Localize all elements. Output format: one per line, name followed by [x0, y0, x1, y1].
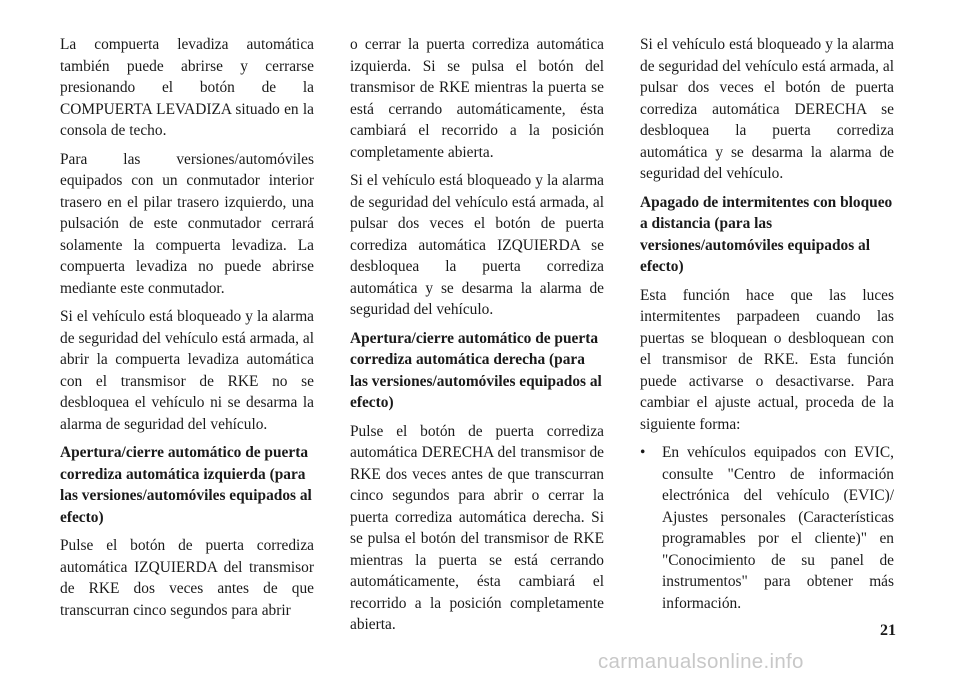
bullet-list [640, 442, 894, 614]
bullet-item [640, 442, 894, 614]
paragraph: Pulse el botón de puerta corrediza automática DERECHA del transmisor de RKE dos veces antes de que transcurran cinco segundos para abrir o cerrar la puerta corrediza automática derecha. Si se pulsa el botón del transmisor de RKE mientras la puerta se está cerrando automáticamente, ésta cambiará el recorrido a la posición completamente abierta. [350, 422, 604, 633]
paragraph: Para las versiones/automóviles equipados con un conmutador interior trasero en el pilar trasero izquierdo, una pulsación de este conmutador cerrará solamente la compuerta levadiza. La compuerta levadiza no puede abrirse mediante este conmutador. [60, 150, 314, 297]
watermark: carmanualsonline.info [598, 650, 804, 673]
bullet-icon: • [640, 444, 646, 461]
page-number: 21 [880, 622, 896, 639]
paragraph: Si el vehículo está bloqueado y la alarma de seguridad del vehículo está armada, al pulsar dos veces el botón de puerta corrediza automática DERECHA se desbloquea la puerta corrediza automática y se desarma la alarma de seguridad del vehículo. [640, 36, 894, 182]
paragraph: Si el vehículo está bloqueado y la alarma de seguridad del vehículo está armada, al pulsar dos veces el botón de puerta corrediza automática IZQUIERDA se desbloquea la puerta corrediza automática y se desarma la alarma de seguridad del vehículo. [350, 172, 604, 318]
paragraph: La compuerta levadiza automática también puede abrirse y cerrarse presionando el botón de la COMPUERTA LEVADIZA situado en la consola de techo. [60, 36, 314, 139]
paragraph: Pulse el botón de puerta corrediza automática IZQUIERDA del transmisor de RKE dos veces antes de que transcurran cinco segundos para abrir [60, 537, 314, 619]
text-column-3 [640, 34, 894, 614]
text-column-1 [60, 34, 314, 628]
text-column-2 [350, 34, 604, 643]
paragraph: o cerrar la puerta corrediza automática izquierda. Si se pulsa el botón del transmisor de RKE mientras la puerta se está cerrando automáticamente, ésta cambiará el recorrido a la posición completamente abierta. [350, 36, 604, 161]
bullet-text: En vehículos equipados con EVIC, consulte "Centro de información electrónica del vehículo (EVIC)/ Ajustes personales (Características programables por el cliente)" en "Conocimiento de su panel de instrumentos" para obtener más información. [662, 444, 894, 612]
section-heading: Apertura/cierre automático de puerta corrediza automática izquierda (para las versiones/automóviles equipados al efecto) [60, 444, 312, 526]
paragraph: Esta función hace que las luces intermitentes parpadeen cuando las puertas se bloquean o desbloquean con el transmisor de RKE. Esta función puede activarse o desactivarse. Para cambiar el ajuste actual, proceda de la siguiente forma: [640, 286, 894, 433]
section-heading: Apertura/cierre automático de puerta corrediza automática derecha (para las versiones/automóviles equipados al efecto) [350, 329, 602, 411]
paragraph: Si el vehículo está bloqueado y la alarma de seguridad del vehículo está armada, al abrir la compuerta levadiza automática con el transmisor de RKE no se desbloquea el vehículo ni se desarma la alarma de seguridad del vehículo. [60, 308, 314, 433]
section-heading: Apagado de intermitentes con bloqueo a distancia (para las versiones/automóviles equipados al efecto) [640, 193, 893, 275]
